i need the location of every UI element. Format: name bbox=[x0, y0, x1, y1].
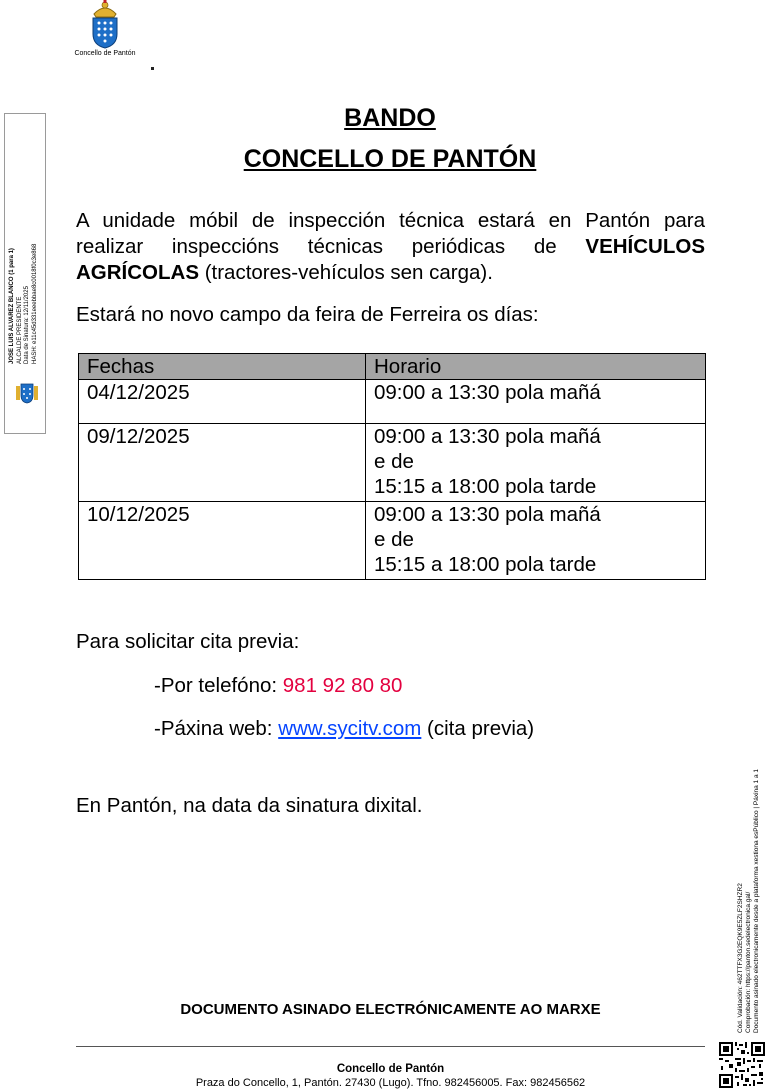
location-paragraph: Estará no novo campo da feira de Ferreira os días: bbox=[76, 303, 539, 326]
signature-hash: HASH: e11c45d331eeebbae8c0018f0c3e868 bbox=[31, 243, 38, 364]
hours-line: 09:00 a 13:30 pola mañá bbox=[374, 425, 601, 448]
signer-role: ALCALDE PRESIDENTE bbox=[16, 296, 23, 364]
validation-url: Comprobación: https://panton.sedelectronica.gal/ bbox=[745, 891, 752, 1033]
signature-date: Data de Sinatura: 12/11/2025 bbox=[24, 286, 30, 364]
hours-line: 09:00 a 13:30 pola mañá bbox=[374, 381, 601, 404]
table-row bbox=[79, 380, 706, 424]
intro-text-end: (tractores-vehículos sen carga). bbox=[199, 261, 493, 284]
row-date: 04/12/2025 bbox=[79, 380, 366, 424]
web-line bbox=[154, 717, 534, 741]
validation-code: Cód. Validación: 462TTFX3G2EQK9E5ZLF2SHZR2 bbox=[737, 883, 744, 1033]
phone-number[interactable]: 981 92 80 80 bbox=[282, 674, 403, 697]
decorative-dot bbox=[151, 67, 154, 70]
table-row bbox=[79, 502, 706, 580]
municipal-logo bbox=[74, 0, 136, 62]
appointment-intro: Para solicitar cita previa: bbox=[76, 630, 300, 653]
hours-line: 15:15 a 18:00 pola tarde bbox=[374, 475, 597, 498]
signed-note: DOCUMENTO ASINADO ELECTRÓNICAMENTE AO MARXE bbox=[180, 1001, 601, 1018]
hours-line: 15:15 a 18:00 pola tarde bbox=[374, 553, 597, 576]
footer-address: Praza do Concello, 1, Pantón. 27430 (Lugo). Tfno. 982456005. Fax: 982456562 bbox=[195, 1077, 586, 1089]
table-header-row bbox=[79, 354, 706, 380]
footer-org-name: Concello de Pantón bbox=[336, 1063, 445, 1075]
footer-divider bbox=[76, 1046, 705, 1047]
header-hours: Horario bbox=[366, 354, 706, 380]
website-link[interactable]: www.sycitv.com bbox=[278, 717, 422, 740]
header-dates: Fechas bbox=[79, 354, 366, 380]
hours-line: e de bbox=[374, 528, 414, 551]
row-date: 09/12/2025 bbox=[79, 424, 366, 502]
web-suffix: (cita previa) bbox=[421, 717, 535, 740]
hours-line: 09:00 a 13:30 pola mañá bbox=[374, 503, 601, 526]
schedule-table bbox=[78, 353, 706, 580]
table-row bbox=[79, 424, 706, 502]
mini-coat-of-arms-icon bbox=[15, 382, 39, 404]
phone-line bbox=[154, 674, 402, 698]
row-hours bbox=[366, 380, 706, 424]
row-date: 10/12/2025 bbox=[79, 502, 366, 580]
page-subtitle: CONCELLO DE PANTÓN bbox=[243, 145, 537, 173]
closing-line: En Pantón, na data da sinatura dixital. bbox=[76, 794, 423, 817]
intro-paragraph bbox=[76, 208, 705, 286]
phone-label: -Por telefóno: bbox=[154, 674, 283, 697]
hours-line: e de bbox=[374, 450, 414, 473]
signer-name: JOSE LUIS ALVAREZ BLANCO (1 para 1) bbox=[9, 248, 15, 364]
row-hours bbox=[366, 424, 706, 502]
row-hours bbox=[366, 502, 706, 580]
validation-panel bbox=[737, 700, 767, 1035]
web-label: -Páxina web: bbox=[154, 717, 279, 740]
intro-bold-text: VEHÍCULOS AGRÍCOLAS bbox=[76, 235, 705, 284]
logo-caption: Concello de Pantón bbox=[74, 50, 136, 57]
page-title: BANDO bbox=[344, 104, 436, 132]
signature-panel bbox=[4, 113, 46, 434]
intro-text: A unidade móbil de inspección técnica estará en Pantón para realizar inspeccións técnicas periódicas de bbox=[76, 209, 705, 258]
coat-of-arms-icon bbox=[88, 0, 122, 50]
qr-code-icon bbox=[719, 1042, 765, 1088]
validation-platform: Documento asinado electronicamente desde a plataforma xestiona esPúblico | Páxina 1 a 1 bbox=[753, 768, 760, 1033]
